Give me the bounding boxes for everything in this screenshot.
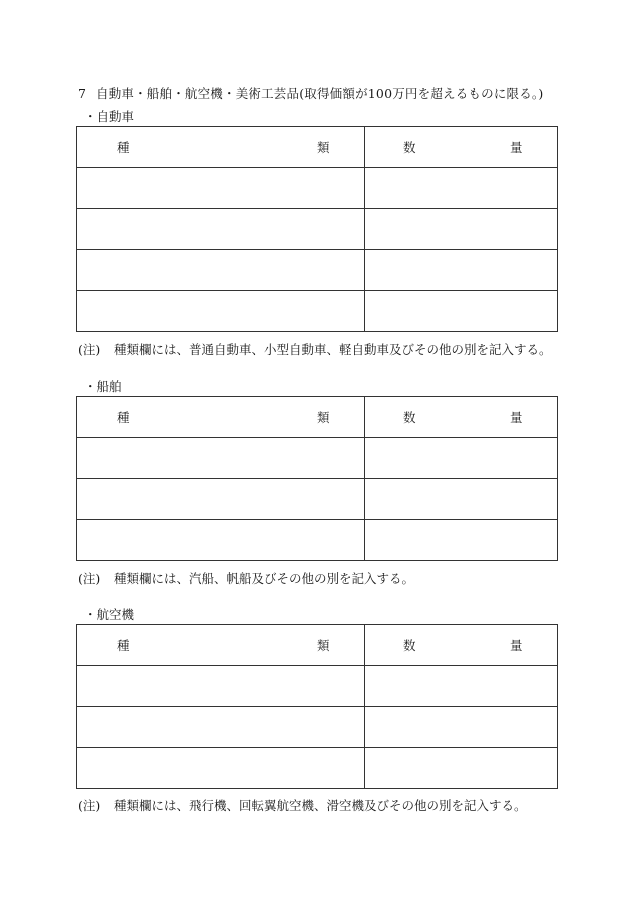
section-label-ship: ・船舶 <box>84 379 122 394</box>
header-quantity <box>365 127 558 168</box>
note-automobile <box>78 340 552 358</box>
quantity-cell[interactable] <box>365 520 558 561</box>
note-tag: (注) <box>78 798 101 813</box>
table-header-row <box>77 127 558 168</box>
table-row <box>77 666 558 707</box>
header-qty-right: 量 <box>510 638 523 653</box>
header-kind-right: 類 <box>317 638 330 653</box>
kind-cell[interactable] <box>77 438 365 479</box>
kind-cell[interactable] <box>77 209 365 250</box>
header-kind <box>77 397 365 438</box>
header-kind-right: 類 <box>317 140 330 155</box>
kind-cell[interactable] <box>77 748 365 789</box>
note-aircraft <box>78 796 527 814</box>
quantity-cell[interactable] <box>365 438 558 479</box>
aircraft-table <box>76 624 558 789</box>
automobile-table <box>76 126 558 332</box>
header-kind-left: 種 <box>117 140 130 155</box>
note-text: 種類欄には、汽船、帆船及びその他の別を記入する。 <box>114 571 415 586</box>
section-heading <box>78 84 543 102</box>
quantity-cell[interactable] <box>365 479 558 520</box>
kind-cell[interactable] <box>77 168 365 209</box>
table-header-row <box>77 397 558 438</box>
header-qty-left: 数 <box>403 140 416 155</box>
note-ship <box>78 569 414 587</box>
note-text: 種類欄には、飛行機、回転翼航空機、滑空機及びその他の別を記入する。 <box>114 798 527 813</box>
section-label-aircraft: ・航空機 <box>84 607 135 622</box>
note-tag: (注) <box>78 342 101 357</box>
heading-text: 自動車・船舶・航空機・美術工芸品(取得価額が100万円を超えるものに限る。) <box>96 86 544 101</box>
ship-table <box>76 396 558 561</box>
header-kind-right: 類 <box>317 410 330 425</box>
table-row <box>77 250 558 291</box>
header-qty-left: 数 <box>403 638 416 653</box>
table-row <box>77 291 558 332</box>
quantity-cell[interactable] <box>365 250 558 291</box>
header-qty-right: 量 <box>510 140 523 155</box>
quantity-cell[interactable] <box>365 168 558 209</box>
header-quantity <box>365 397 558 438</box>
header-kind-left: 種 <box>117 638 130 653</box>
table-row <box>77 748 558 789</box>
quantity-cell[interactable] <box>365 291 558 332</box>
kind-cell[interactable] <box>77 666 365 707</box>
quantity-cell[interactable] <box>365 666 558 707</box>
kind-cell[interactable] <box>77 707 365 748</box>
kind-cell[interactable] <box>77 250 365 291</box>
note-text: 種類欄には、普通自動車、小型自動車、軽自動車及びその他の別を記入する。 <box>114 342 552 357</box>
header-qty-right: 量 <box>510 410 523 425</box>
table-row <box>77 707 558 748</box>
quantity-cell[interactable] <box>365 209 558 250</box>
table-row <box>77 479 558 520</box>
quantity-cell[interactable] <box>365 748 558 789</box>
section-label-automobile: ・自動車 <box>84 109 135 124</box>
header-quantity <box>365 625 558 666</box>
table-row <box>77 438 558 479</box>
table-row <box>77 209 558 250</box>
table-row <box>77 520 558 561</box>
heading-number: 7 <box>78 86 87 101</box>
header-kind <box>77 127 365 168</box>
table-row <box>77 168 558 209</box>
quantity-cell[interactable] <box>365 707 558 748</box>
kind-cell[interactable] <box>77 520 365 561</box>
header-kind <box>77 625 365 666</box>
note-tag: (注) <box>78 571 101 586</box>
kind-cell[interactable] <box>77 479 365 520</box>
header-qty-left: 数 <box>403 410 416 425</box>
table-header-row <box>77 625 558 666</box>
kind-cell[interactable] <box>77 291 365 332</box>
header-kind-left: 種 <box>117 410 130 425</box>
